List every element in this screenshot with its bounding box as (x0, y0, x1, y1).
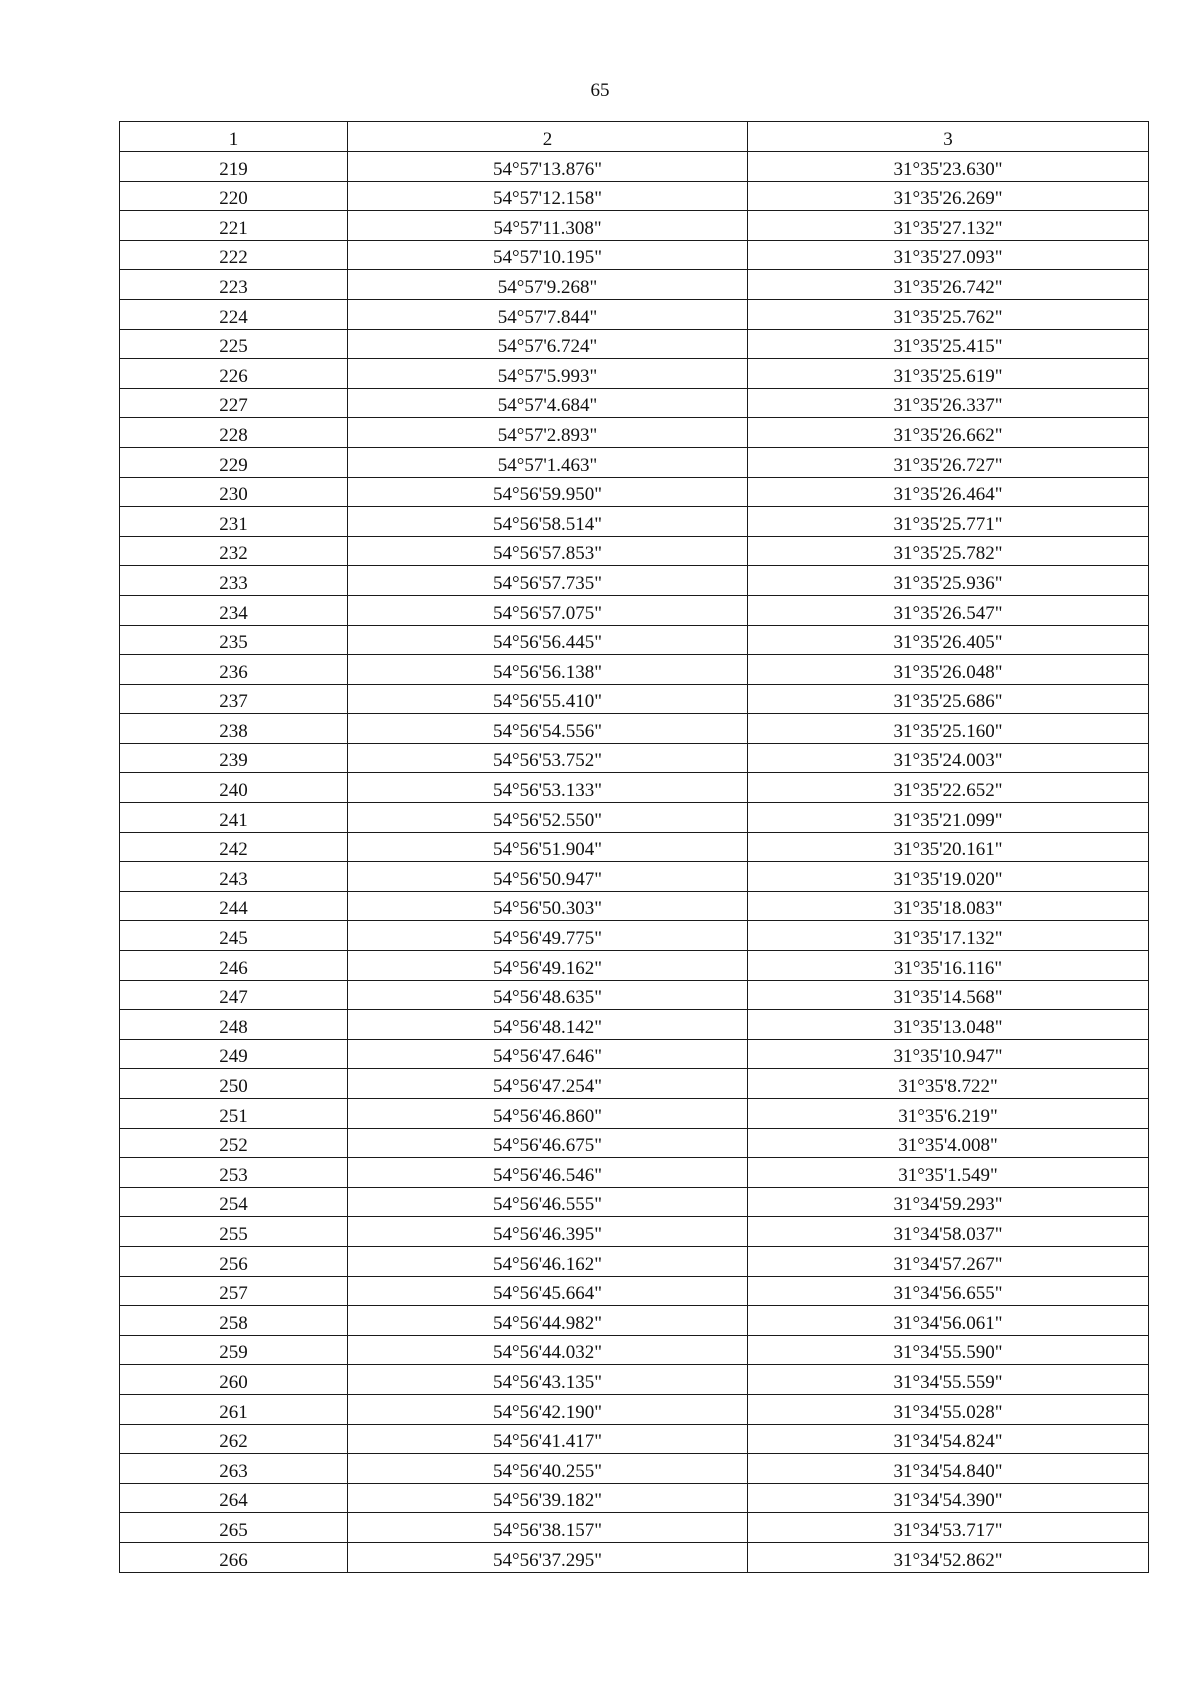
table-row (120, 1187, 1149, 1217)
longitude-cell: 31°35'22.652" (748, 773, 1149, 803)
point-number-cell: 225 (120, 329, 348, 359)
table-row (120, 1099, 1149, 1129)
table-row (120, 1335, 1149, 1365)
point-number-cell: 241 (120, 803, 348, 833)
table-row (120, 152, 1149, 182)
longitude-cell: 31°34'53.717" (748, 1513, 1149, 1543)
point-number-cell: 248 (120, 1010, 348, 1040)
point-number-cell: 240 (120, 773, 348, 803)
longitude-cell: 31°35'27.093" (748, 240, 1149, 270)
latitude-cell: 54°57'13.876" (348, 152, 748, 182)
latitude-cell: 54°56'47.254" (348, 1069, 748, 1099)
longitude-cell: 31°35'25.762" (748, 299, 1149, 329)
longitude-cell: 31°35'14.568" (748, 980, 1149, 1010)
latitude-cell: 54°57'2.893" (348, 418, 748, 448)
point-number-cell: 233 (120, 566, 348, 596)
longitude-cell: 31°35'18.083" (748, 891, 1149, 921)
point-number-cell: 242 (120, 832, 348, 862)
table-row (120, 211, 1149, 241)
table-row (120, 1394, 1149, 1424)
point-number-cell: 256 (120, 1246, 348, 1276)
table-row (120, 832, 1149, 862)
coordinates-table (119, 121, 1149, 1573)
longitude-cell: 31°35'19.020" (748, 862, 1149, 892)
latitude-cell: 54°56'53.752" (348, 743, 748, 773)
point-number-cell: 230 (120, 477, 348, 507)
table-row (120, 1158, 1149, 1188)
table-row (120, 625, 1149, 655)
longitude-cell: 31°35'23.630" (748, 152, 1149, 182)
longitude-cell: 31°35'4.008" (748, 1128, 1149, 1158)
latitude-cell: 54°56'44.032" (348, 1335, 748, 1365)
latitude-cell: 54°56'42.190" (348, 1394, 748, 1424)
point-number-cell: 219 (120, 152, 348, 182)
table-row (120, 418, 1149, 448)
table-row (120, 1217, 1149, 1247)
point-number-cell: 259 (120, 1335, 348, 1365)
longitude-cell: 31°34'55.559" (748, 1365, 1149, 1395)
longitude-cell: 31°35'13.048" (748, 1010, 1149, 1040)
latitude-cell: 54°56'49.775" (348, 921, 748, 951)
table-row (120, 921, 1149, 951)
latitude-cell: 54°56'46.395" (348, 1217, 748, 1247)
latitude-cell: 54°56'50.947" (348, 862, 748, 892)
longitude-cell: 31°35'26.337" (748, 388, 1149, 418)
latitude-cell: 54°56'41.417" (348, 1424, 748, 1454)
longitude-cell: 31°35'25.936" (748, 566, 1149, 596)
longitude-cell: 31°35'16.116" (748, 951, 1149, 981)
table-row (120, 299, 1149, 329)
point-number-cell: 239 (120, 743, 348, 773)
longitude-cell: 31°34'55.028" (748, 1394, 1149, 1424)
longitude-cell: 31°35'26.464" (748, 477, 1149, 507)
point-number-cell: 265 (120, 1513, 348, 1543)
table-row (120, 595, 1149, 625)
table-row (120, 1483, 1149, 1513)
latitude-cell: 54°56'52.550" (348, 803, 748, 833)
latitude-cell: 54°56'37.295" (348, 1542, 748, 1572)
latitude-cell: 54°56'44.982" (348, 1306, 748, 1336)
longitude-cell: 31°35'26.727" (748, 447, 1149, 477)
table-row (120, 240, 1149, 270)
table-row (120, 980, 1149, 1010)
table-row (120, 329, 1149, 359)
point-number-cell: 228 (120, 418, 348, 448)
point-number-cell: 222 (120, 240, 348, 270)
longitude-cell: 31°35'24.003" (748, 743, 1149, 773)
point-number-cell: 237 (120, 684, 348, 714)
latitude-cell: 54°56'40.255" (348, 1454, 748, 1484)
latitude-cell: 54°56'57.735" (348, 566, 748, 596)
point-number-cell: 236 (120, 655, 348, 685)
point-number-cell: 227 (120, 388, 348, 418)
longitude-cell: 31°35'25.686" (748, 684, 1149, 714)
longitude-cell: 31°34'59.293" (748, 1187, 1149, 1217)
latitude-cell: 54°56'50.303" (348, 891, 748, 921)
table-row (120, 1128, 1149, 1158)
longitude-cell: 31°35'25.160" (748, 714, 1149, 744)
longitude-cell: 31°35'6.219" (748, 1099, 1149, 1129)
latitude-cell: 54°56'57.853" (348, 536, 748, 566)
longitude-cell: 31°35'17.132" (748, 921, 1149, 951)
point-number-cell: 245 (120, 921, 348, 951)
longitude-cell: 31°34'54.390" (748, 1483, 1149, 1513)
table-row (120, 566, 1149, 596)
latitude-cell: 54°57'5.993" (348, 359, 748, 389)
point-number-cell: 232 (120, 536, 348, 566)
longitude-cell: 31°35'26.662" (748, 418, 1149, 448)
table-row (120, 743, 1149, 773)
table-row (120, 477, 1149, 507)
point-number-cell: 261 (120, 1394, 348, 1424)
latitude-cell: 54°56'51.904" (348, 832, 748, 862)
longitude-cell: 31°35'26.048" (748, 655, 1149, 685)
latitude-cell: 54°56'43.135" (348, 1365, 748, 1395)
table-row (120, 1424, 1149, 1454)
latitude-cell: 54°56'54.556" (348, 714, 748, 744)
latitude-cell: 54°56'48.635" (348, 980, 748, 1010)
point-number-cell: 257 (120, 1276, 348, 1306)
table-row (120, 1454, 1149, 1484)
latitude-cell: 54°56'57.075" (348, 595, 748, 625)
latitude-cell: 54°57'1.463" (348, 447, 748, 477)
table-row (120, 1365, 1149, 1395)
point-number-cell: 224 (120, 299, 348, 329)
longitude-cell: 31°35'26.405" (748, 625, 1149, 655)
latitude-cell: 54°56'46.555" (348, 1187, 748, 1217)
longitude-cell: 31°34'58.037" (748, 1217, 1149, 1247)
table-row (120, 714, 1149, 744)
latitude-cell: 54°56'55.410" (348, 684, 748, 714)
table-body (120, 152, 1149, 1573)
table-row (120, 1306, 1149, 1336)
latitude-cell: 54°57'10.195" (348, 240, 748, 270)
point-number-cell: 247 (120, 980, 348, 1010)
longitude-cell: 31°35'25.782" (748, 536, 1149, 566)
longitude-cell: 31°35'20.161" (748, 832, 1149, 862)
table-row (120, 1542, 1149, 1572)
point-number-cell: 260 (120, 1365, 348, 1395)
point-number-cell: 263 (120, 1454, 348, 1484)
point-number-cell: 238 (120, 714, 348, 744)
point-number-cell: 243 (120, 862, 348, 892)
latitude-cell: 54°57'12.158" (348, 181, 748, 211)
table-row (120, 536, 1149, 566)
longitude-cell: 31°34'52.862" (748, 1542, 1149, 1572)
column-header-point-number: 1 (120, 122, 348, 152)
longitude-cell: 31°34'56.655" (748, 1276, 1149, 1306)
longitude-cell: 31°35'25.415" (748, 329, 1149, 359)
point-number-cell: 266 (120, 1542, 348, 1572)
longitude-cell: 31°35'10.947" (748, 1039, 1149, 1069)
latitude-cell: 54°57'11.308" (348, 211, 748, 241)
point-number-cell: 262 (120, 1424, 348, 1454)
latitude-cell: 54°56'38.157" (348, 1513, 748, 1543)
point-number-cell: 226 (120, 359, 348, 389)
point-number-cell: 255 (120, 1217, 348, 1247)
point-number-cell: 252 (120, 1128, 348, 1158)
point-number-cell: 258 (120, 1306, 348, 1336)
point-number-cell: 254 (120, 1187, 348, 1217)
table-row (120, 862, 1149, 892)
table-row (120, 951, 1149, 981)
longitude-cell: 31°35'21.099" (748, 803, 1149, 833)
column-header-latitude: 2 (348, 122, 748, 152)
longitude-cell: 31°34'54.824" (748, 1424, 1149, 1454)
table-row (120, 1513, 1149, 1543)
latitude-cell: 54°56'49.162" (348, 951, 748, 981)
latitude-cell: 54°56'45.664" (348, 1276, 748, 1306)
latitude-cell: 54°56'46.860" (348, 1099, 748, 1129)
longitude-cell: 31°34'56.061" (748, 1306, 1149, 1336)
latitude-cell: 54°56'46.162" (348, 1246, 748, 1276)
longitude-cell: 31°35'25.771" (748, 507, 1149, 537)
table-row (120, 359, 1149, 389)
longitude-cell: 31°35'27.132" (748, 211, 1149, 241)
point-number-cell: 220 (120, 181, 348, 211)
table-row (120, 447, 1149, 477)
point-number-cell: 264 (120, 1483, 348, 1513)
table-row (120, 507, 1149, 537)
point-number-cell: 221 (120, 211, 348, 241)
table-row (120, 684, 1149, 714)
longitude-cell: 31°35'25.619" (748, 359, 1149, 389)
point-number-cell: 249 (120, 1039, 348, 1069)
latitude-cell: 54°56'59.950" (348, 477, 748, 507)
point-number-cell: 250 (120, 1069, 348, 1099)
column-header-longitude: 3 (748, 122, 1149, 152)
table-row (120, 388, 1149, 418)
point-number-cell: 229 (120, 447, 348, 477)
table-row (120, 1276, 1149, 1306)
table-row (120, 655, 1149, 685)
point-number-cell: 246 (120, 951, 348, 981)
table-header-row (120, 122, 1149, 152)
point-number-cell: 244 (120, 891, 348, 921)
point-number-cell: 253 (120, 1158, 348, 1188)
latitude-cell: 54°56'58.514" (348, 507, 748, 537)
latitude-cell: 54°56'56.138" (348, 655, 748, 685)
longitude-cell: 31°34'55.590" (748, 1335, 1149, 1365)
point-number-cell: 223 (120, 270, 348, 300)
longitude-cell: 31°35'8.722" (748, 1069, 1149, 1099)
table-row (120, 773, 1149, 803)
longitude-cell: 31°35'26.547" (748, 595, 1149, 625)
latitude-cell: 54°56'56.445" (348, 625, 748, 655)
latitude-cell: 54°57'4.684" (348, 388, 748, 418)
latitude-cell: 54°56'47.646" (348, 1039, 748, 1069)
latitude-cell: 54°56'39.182" (348, 1483, 748, 1513)
table-row (120, 270, 1149, 300)
latitude-cell: 54°56'46.675" (348, 1128, 748, 1158)
table-row (120, 803, 1149, 833)
longitude-cell: 31°35'26.269" (748, 181, 1149, 211)
table-row (120, 1039, 1149, 1069)
table-row (120, 1246, 1149, 1276)
point-number-cell: 251 (120, 1099, 348, 1129)
longitude-cell: 31°34'57.267" (748, 1246, 1149, 1276)
table-row (120, 891, 1149, 921)
latitude-cell: 54°56'53.133" (348, 773, 748, 803)
longitude-cell: 31°35'1.549" (748, 1158, 1149, 1188)
latitude-cell: 54°57'9.268" (348, 270, 748, 300)
latitude-cell: 54°57'6.724" (348, 329, 748, 359)
point-number-cell: 231 (120, 507, 348, 537)
point-number-cell: 235 (120, 625, 348, 655)
table-row (120, 1069, 1149, 1099)
point-number-cell: 234 (120, 595, 348, 625)
page-number: 65 (590, 80, 610, 101)
longitude-cell: 31°35'26.742" (748, 270, 1149, 300)
latitude-cell: 54°56'46.546" (348, 1158, 748, 1188)
latitude-cell: 54°56'48.142" (348, 1010, 748, 1040)
latitude-cell: 54°57'7.844" (348, 299, 748, 329)
table-row (120, 181, 1149, 211)
longitude-cell: 31°34'54.840" (748, 1454, 1149, 1484)
table-row (120, 1010, 1149, 1040)
